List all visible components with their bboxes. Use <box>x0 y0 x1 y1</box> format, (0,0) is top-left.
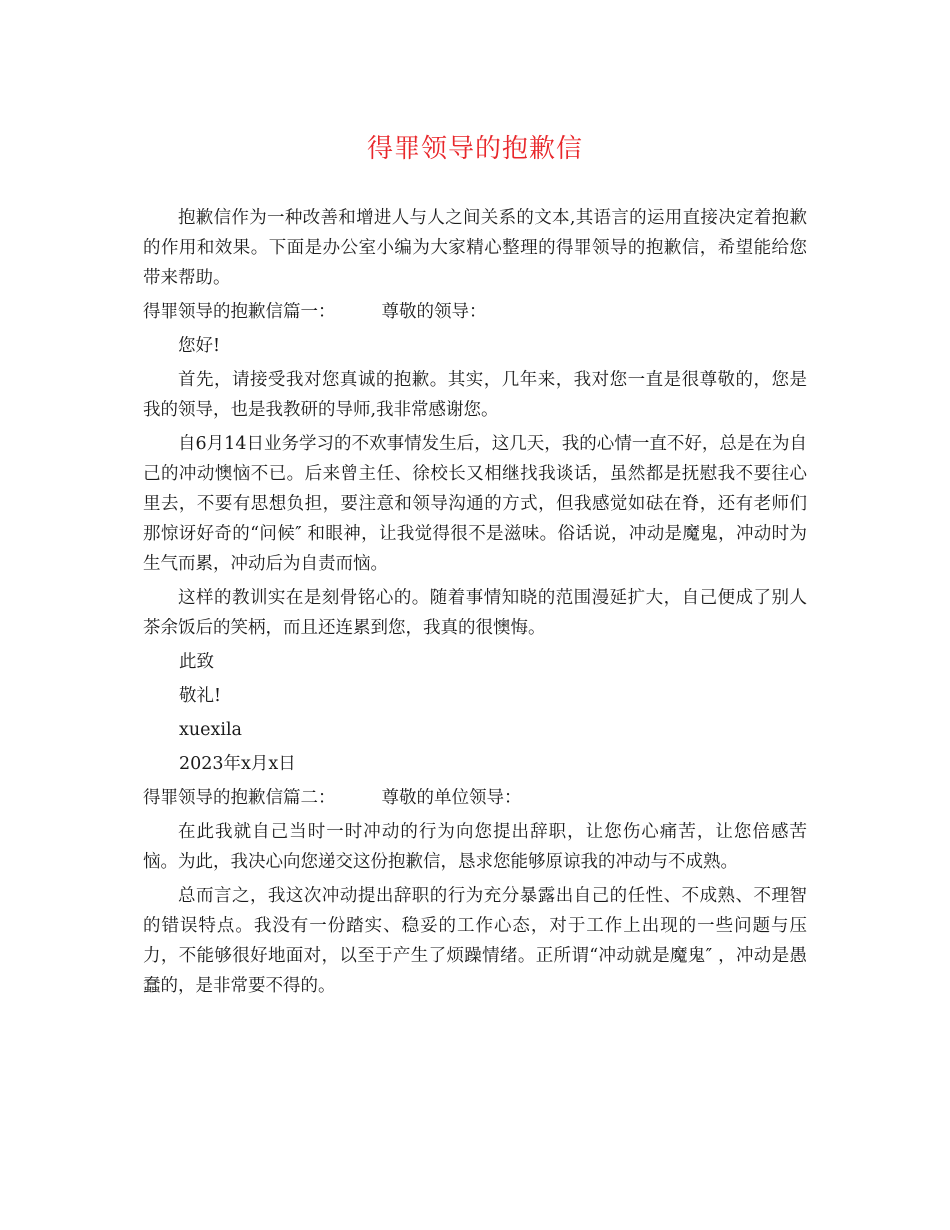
letter1-closing-2: 敬礼! <box>179 686 222 706</box>
letter1-heading: 得罪领导的抱歉信篇一： <box>143 302 336 322</box>
document-body <box>143 203 807 1005</box>
letter1-paragraph-3: 这样的教训实在是刻骨铭心的。随着事情知晓的范围漫延扩大，自己便成了别人茶余饭后的笑柄，而且还连累到您，我真的很懊悔。 <box>143 588 807 638</box>
letter2-paragraph-2: 总而言之，我这次冲动提出辞职的行为充分暴露出自己的任性、不成熟、不理智的错误特点。我没有一份踏实、稳妥的工作心态，对于工作上出现的一些问题与压力，不能够很好地面对，以至于产生了烦躁情绪。正所谓“冲动就是魔鬼″ ，冲动是愚蠢的，是非常要不得的。 <box>143 886 807 996</box>
letter1-greeting: 您好! <box>178 336 221 356</box>
letter2-heading: 得罪领导的抱歉信篇二： <box>143 788 336 808</box>
letter1-paragraph-2: 自6月14日业务学习的不欢事情发生后，这几天，我的心情一直不好，总是在为自己的冲动懊恼不已。后来曾主任、徐校长又相继找我谈话，虽然都是抚慰我不要往心里去，不要有思想负担，要注意和领导沟通的方式，但我感觉如砝在脊，还有老师们那惊讶好奇的“问候″ 和眼神，让我觉得很不是滋味。俗话说，冲动是魔鬼，冲动时为生气而累，冲动后为自责而恼。 <box>143 434 807 574</box>
letter2-heading-row <box>143 783 807 813</box>
intro-paragraph: 抱歉信作为一种改善和增进人与人之间关系的文本,其语言的运用直接决定着抱歉的作用和效果。下面是办公室小编为大家精心整理的得罪领导的抱歉信，希望能给您带来帮助。 <box>143 208 807 288</box>
letter1-closing-1: 此致 <box>179 652 214 672</box>
letter1-paragraph-1: 首先，请接受我对您真诚的抱歉。其实，几年来，我对您一直是很尊敬的，您是我的领导，也是我教研的导师,我非常感谢您。 <box>143 370 807 420</box>
letter1-heading-row <box>143 297 807 327</box>
letter2-salutation: 尊敬的单位领导： <box>381 788 522 808</box>
letter2-paragraph-1: 在此我就自己当时一时冲动的行为向您提出辞职，让您伤心痛苦，让您倍感苦恼。为此，我决心向您递交这份抱歉信，恳求您能够原谅我的冲动与不成熟。 <box>143 822 807 872</box>
letter1-date: 2023年x月x日 <box>179 754 296 774</box>
letter1-salutation: 尊敬的领导： <box>381 302 487 322</box>
letter1-signature: xuexila <box>179 720 242 740</box>
document-title: 得罪领导的抱歉信 <box>366 134 583 164</box>
